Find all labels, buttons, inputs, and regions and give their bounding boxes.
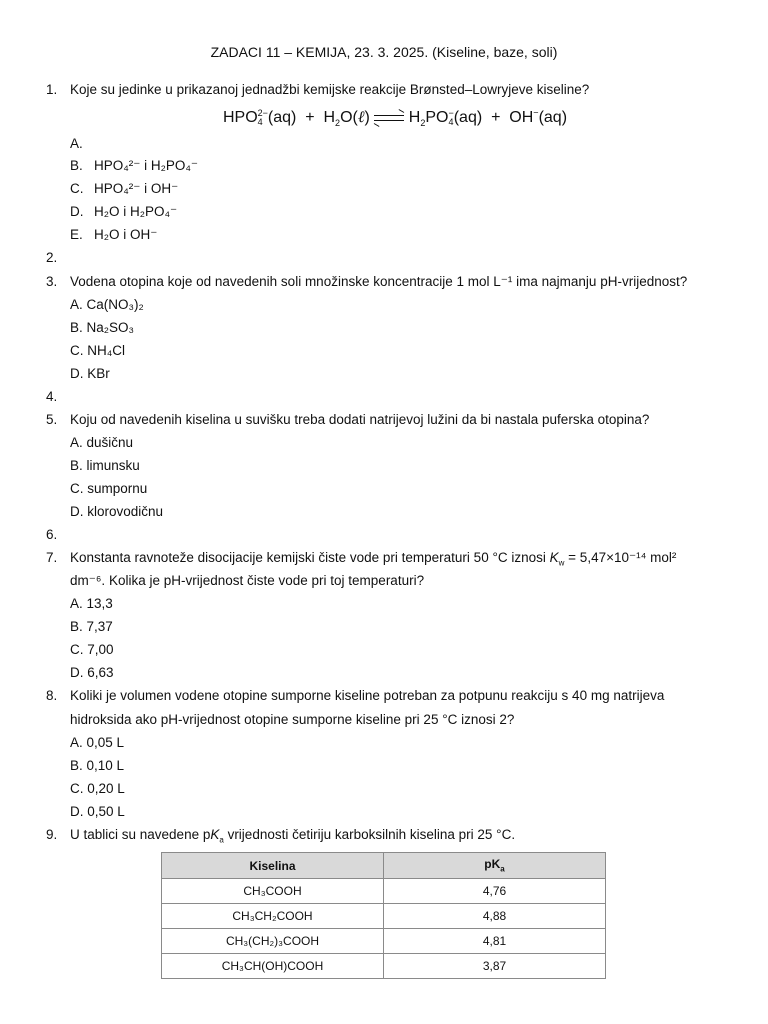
option-c[interactable]: C. HPO₄²⁻ i OH⁻ — [70, 181, 179, 196]
option-c[interactable]: C. NH₄Cl — [70, 343, 126, 358]
column-header-acid: Kiselina — [162, 853, 384, 879]
question-text: Vodena otopina koje od navedenih soli množinske koncentracije 1 mol L⁻¹ ima najmanju pH-vrijednost? — [70, 274, 688, 289]
question-number: 3. — [46, 274, 58, 289]
pka-cell: 3,87 — [384, 954, 606, 979]
acid-cell: CH₃CH(OH)COOH — [162, 954, 384, 979]
option-d[interactable]: D. klorovodičnu — [70, 504, 164, 519]
column-header-pka: $pK_a$ — [384, 853, 606, 879]
table-header-row — [162, 853, 606, 879]
question-number: 4. — [46, 389, 58, 404]
eq-h2po4: $H_2PO$ − 4 — [408, 107, 454, 129]
option-a[interactable]: A. 0,05 L — [70, 735, 125, 750]
question-text: Koju od navedenih kiselina u suvišku treba dodati natrijevoj lužini da bi nastala puferska otopina? — [70, 412, 650, 427]
chemical-equation: HPO 2− 4 $(aq) + H_2O(\ell)$ $H_2PO$ − 4 (aq) + OH−(aq) — [222, 107, 568, 129]
question-number: 7. — [46, 550, 58, 565]
option-b[interactable]: B. HPO₄²⁻ i H₂PO₄⁻ — [70, 158, 199, 173]
option-a[interactable]: A. dušičnu — [70, 435, 134, 450]
pka-table — [161, 852, 606, 979]
table-row — [162, 954, 606, 979]
question-text: Koliki je volumen vodene otopine sumporne kiseline potreban za potpunu reakciju s 40 mg natrijeva — [70, 688, 665, 703]
question-number: 8. — [46, 688, 58, 703]
option-e[interactable]: E. H₂O i OH⁻ — [70, 227, 158, 242]
question-text: U tablici su navedene $pK_a$ vrijednosti četiriju karboksilnih kiselina pri 25 °C. — [70, 827, 516, 845]
option-a[interactable]: A. Ca(NO₃)₂ — [70, 297, 144, 312]
question-text: Koje su jedinke u prikazanoj jednadžbi kemijske reakcije Brønsted–Lowryjeve kiseline? — [70, 82, 590, 97]
option-c[interactable]: C. 7,00 — [70, 642, 114, 657]
option-d[interactable]: D. KBr — [70, 366, 110, 381]
acid-cell: CH₃COOH — [162, 879, 384, 904]
table-row — [162, 904, 606, 929]
pka-cell: 4,76 — [384, 879, 606, 904]
question-text-continued: dm⁻⁶. Kolika je pH-vrijednost čiste vode pri toj temperaturi? — [70, 573, 425, 588]
table-row — [162, 929, 606, 954]
option-b[interactable]: B. 7,37 — [70, 619, 113, 634]
question-number: 2. — [46, 250, 58, 265]
pka-cell: 4,88 — [384, 904, 606, 929]
question-number: 1. — [46, 82, 58, 97]
option-b[interactable]: B. 0,10 L — [70, 758, 125, 773]
question-number: 6. — [46, 527, 58, 542]
option-b[interactable]: B. Na₂SO₃ — [70, 320, 135, 335]
eq-hpo4: HPO 2− 4 — [222, 107, 268, 127]
option-d[interactable]: D. 0,50 L — [70, 804, 125, 819]
table-row — [162, 879, 606, 904]
option-d[interactable]: D. 6,63 — [70, 665, 114, 680]
question-number: 9. — [46, 827, 58, 842]
option-d[interactable]: D. H₂O i H₂PO₄⁻ — [70, 204, 178, 219]
eq-h2o: $H_2O(\ell)$ — [323, 107, 370, 129]
acid-cell: CH₃CH₂COOH — [162, 904, 384, 929]
pka-cell: 4,81 — [384, 929, 606, 954]
option-a[interactable]: A. 13,3 — [70, 596, 113, 611]
eq-oh: OH− — [509, 107, 539, 126]
option-a[interactable]: A. — [70, 136, 83, 151]
option-c[interactable]: C. 0,20 L — [70, 781, 125, 796]
acid-cell: CH₃(CH₂)₃COOH — [162, 929, 384, 954]
question-text-continued: hidroksida ako pH-vrijednost otopine sumporne kiseline pri 25 °C iznosi 2? — [70, 712, 515, 727]
option-c[interactable]: C. sumpornu — [70, 481, 148, 496]
option-b[interactable]: B. limunsku — [70, 458, 140, 473]
question-text: Konstanta ravnoteže disocijacije kemijski čiste vode pri temperaturi 50 °C iznosi $K_w = 5,47\times 10^{-14}$ mol² — [70, 550, 677, 568]
page-title: ZADACI 11 – KEMIJA, 23. 3. 2025. (Kiseline, baze, soli) — [210, 44, 558, 60]
equilibrium-arrow-icon — [374, 113, 404, 123]
question-number: 5. — [46, 412, 58, 427]
